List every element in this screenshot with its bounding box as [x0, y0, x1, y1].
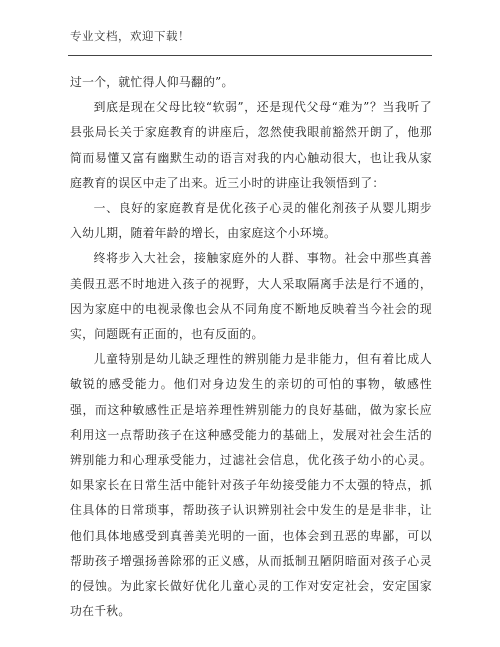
paragraph: 一、良好的家庭教育是优化孩子心灵的催化剂孩子从婴儿期步入幼儿期，随着年龄的增长，由家庭这个小环境。 [70, 201, 432, 241]
body-text [70, 70, 432, 624]
paragraph: 到底是现在父母比较“软弱”，还是现代父母“难为”？当我听了县张局长关于家庭教育的讲座后，忽然使我眼前豁然开朗了，他那简而易懂又富有幽默生动的语言对我的内心触动很大，也让我从家庭教育的误区中走了出来。近三小时的讲座让我领悟到了： [70, 100, 432, 190]
paragraph: 儿童特别是幼儿缺乏理性的辨别能力是非能力，但有着比成人敏锐的感受能力。他们对身边发生的亲切的可怕的事物，敏感性强，而这种敏感性正是培养理性辨别能力的良好基础，做为家长应利用这一点帮助孩子在这种感受能力的基础上，发展对社会生活的辨别能力和心理承受能力，过滤社会信息，优化孩子幼小的心灵。如果家长在日常生活中能针对孩子年幼接受能力不太强的特点，抓住具体的日常琐事，帮助孩子认识辨别社会中发生的是是非非，让他们具体地感受到真善美光明的一面，也体会到丑恶的卑鄙，可以帮助孩子增强扬善除邪的正义感，从而抵制丑陋阴暗面对孩子心灵的侵蚀。为此家长做好优化儿童心灵的工作对安定社会，安定国家功在千秋。 [70, 352, 432, 619]
page-header: 专业文档，欢迎下载！ [70, 29, 190, 43]
paragraph: 终将步入大社会，接触家庭外的人群、事物。社会中那些真善美假丑恶不时地进入孩子的视野，大人采取隔离手法是行不通的，因为家庭中的电视录像也会从不同角度不断地反映着当今社会的现实，问题既有正面的，也有反面的。 [70, 251, 432, 342]
header-divider [68, 55, 432, 56]
paragraph: 过一个，就忙得人仰马翻的”。 [70, 75, 234, 89]
